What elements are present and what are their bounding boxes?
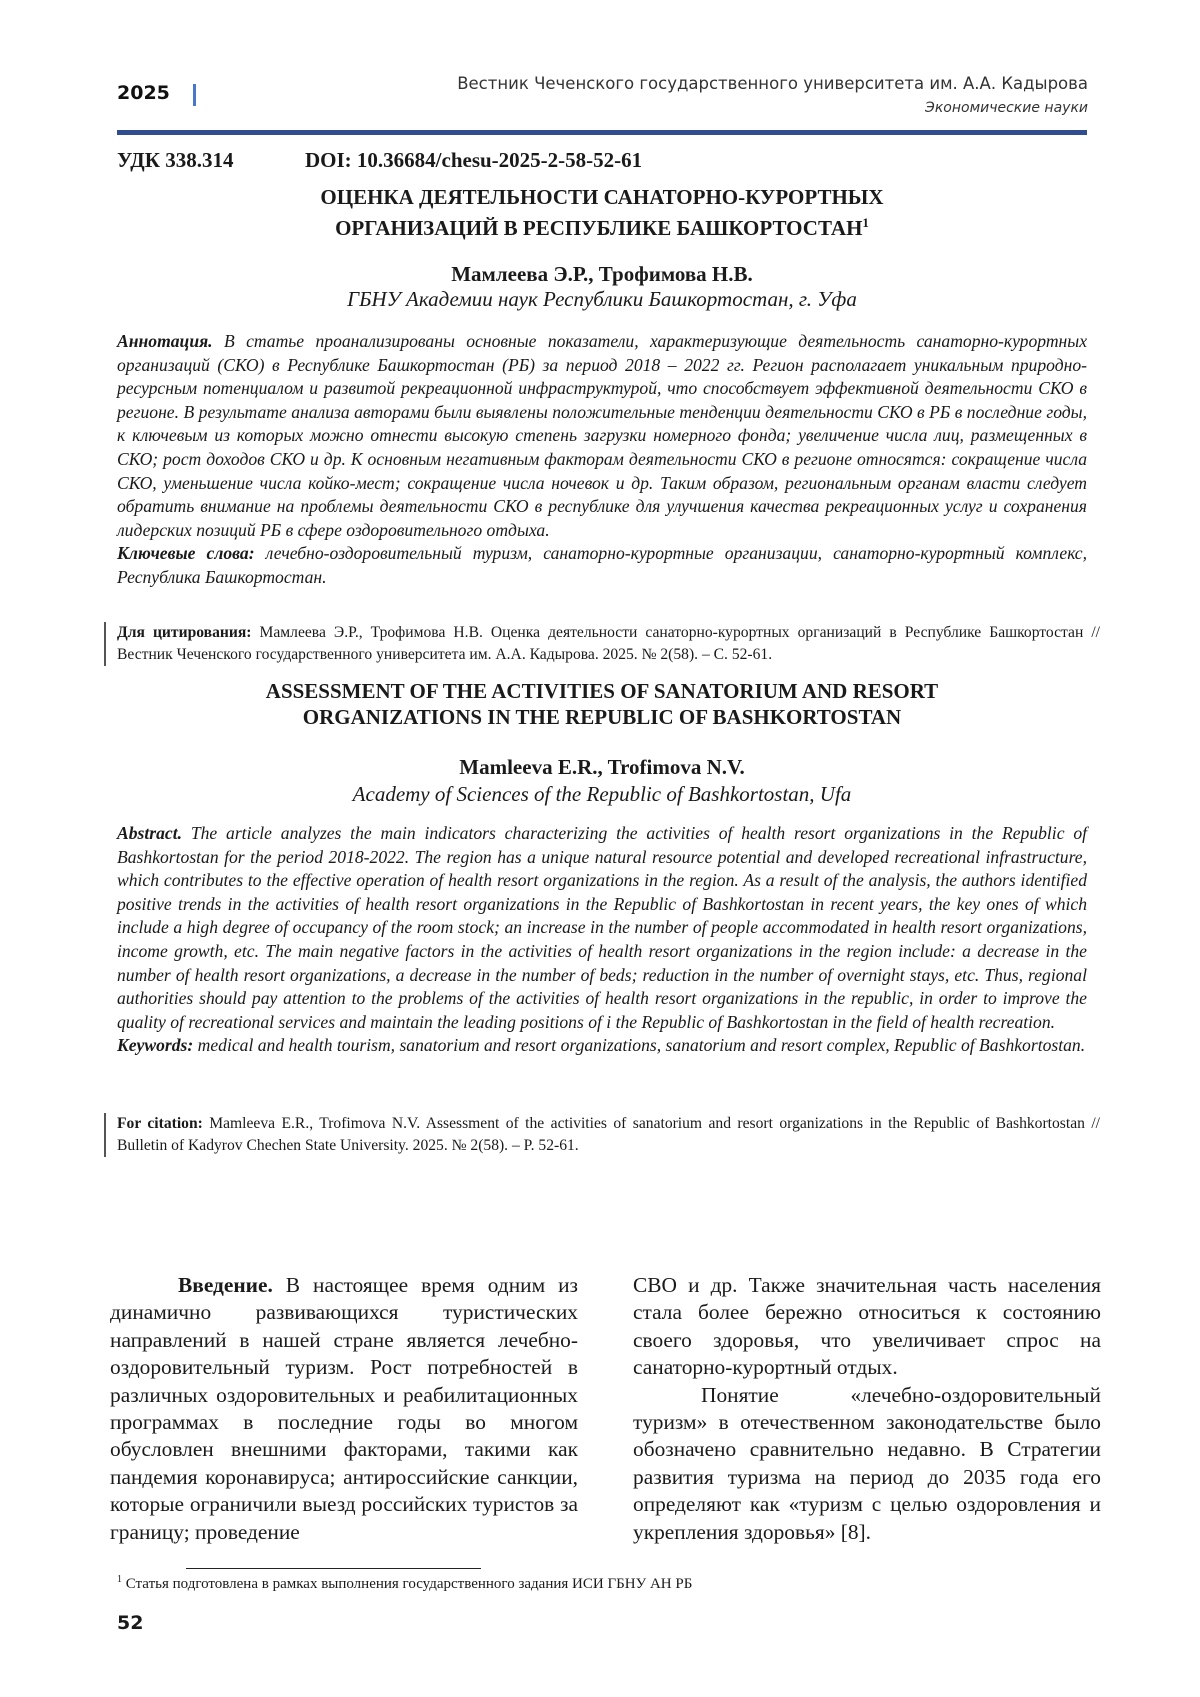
footnote bbox=[117, 1574, 692, 1593]
journal-page bbox=[0, 0, 1200, 1697]
intro-label: Введение. bbox=[178, 1273, 273, 1297]
header-rule bbox=[117, 130, 1087, 135]
en-keywords-text: medical and health tourism, sanatorium and resort organizations, sanatorium and resort complex, Republic of Bashkortostan. bbox=[193, 1035, 1085, 1055]
ru-citation bbox=[104, 622, 1100, 666]
ru-abstract-text: В статье проанализированы основные показатели, характеризующие деятельность санаторно-курортных организаций (СКО) в Республике Башкортостан (РБ) за период 2018 – 2022 гг. Регион располагает уникальным природно-ресурсным потенциалом и развитой рекреационной инфраструктурой, что способствует эффективной деятельности СКО в регионе. В результате анализа авторами были выявлены положительные тенденции деятельности СКО в РБ в последние годы, к ключевым из которых можно отнести высокую степень загрузки номерного фонда; увеличение числа лиц, размещенных в СКО; рост доходов СКО и др. К основным негативным факторам деятельности СКО в регионе относятся: сокращение числа СКО, уменьшение числа койко-мест; сокращение числа ночевок и др. Таким образом, региональным органам власти следует обратить внимание на проблемы деятельности СКО в республике для улучшения качества рекреационных услуг и сохранения лидерских позиций РБ в сфере оздоровительного отдыха. bbox=[117, 331, 1087, 540]
ru-title bbox=[117, 184, 1087, 241]
ru-citation-text: Мамлеева Э.Р., Трофимова Н.В. Оценка деятельности санаторно-курортных организаций в Республике Башкортостан // Вестник Чеченского государственного университета им. А.А. Кадырова. 2025. № 2(58). – С. 52-61. bbox=[117, 624, 1100, 663]
body-column-right bbox=[633, 1272, 1101, 1546]
footnote-rule bbox=[186, 1568, 481, 1569]
ru-title-line1: ОЦЕНКА ДЕЯТЕЛЬНОСТИ САНАТОРНО-КУРОРТНЫХ bbox=[117, 184, 1087, 210]
en-title bbox=[117, 678, 1087, 730]
title-footnote-mark[interactable]: 1 bbox=[862, 215, 869, 230]
footnote-mark: 1 bbox=[117, 1574, 122, 1585]
right-paragraph-2: Понятие «лечебно-оздоровительный туризм» в отечественном законодательстве было обозначено сравнительно недавно. В Стратегии развития туризма на период до 2035 года его определяют как «туризм с целью оздоровления и укрепления здоровья» [8]. bbox=[633, 1382, 1101, 1546]
footnote-text: Статья подготовлена в рамках выполнения государственного задания ИСИ ГБНУ АН РБ bbox=[122, 1576, 692, 1592]
en-abstract bbox=[117, 822, 1087, 1058]
intro-text: В настоящее время одним из динамично развивающихся туристических направлений в нашей стране является лечебно-оздоровительный туризм. Рост потребностей в различных оздоровительных и реабилитационных программах в последние годы во многом обусловлен внешними факторами, такими как пандемия коронавируса; антироссийские санкции, которые ограничили выезд российских туристов за границу; проведение bbox=[110, 1273, 578, 1544]
en-title-line2: ORGANIZATIONS IN THE REPUBLIC OF BASHKORTOSTAN bbox=[117, 704, 1087, 730]
en-abstract-label: Abstract. bbox=[117, 823, 182, 843]
en-authors: Mamleeva E.R., Trofimova N.V. bbox=[117, 755, 1087, 780]
doi-link[interactable]: DOI: 10.36684/chesu-2025-2-58-52-61 bbox=[305, 148, 642, 173]
ru-title-line2 bbox=[117, 210, 1087, 241]
udk-code: УДК 338.314 bbox=[117, 148, 233, 173]
ru-keywords-text: лечебно-оздоровительный туризм, санаторно-курортные организации, санаторно-курортный комплекс, Республика Башкортостан. bbox=[117, 543, 1087, 587]
en-keywords-label: Keywords: bbox=[117, 1035, 193, 1055]
page-number: 52 bbox=[117, 1612, 143, 1634]
en-citation bbox=[104, 1113, 1100, 1157]
ru-affiliation: ГБНУ Академии наук Республики Башкортостан, г. Уфа bbox=[117, 287, 1087, 312]
ru-keywords-label: Ключевые слова: bbox=[117, 543, 255, 563]
intro-paragraph bbox=[110, 1272, 578, 1546]
en-title-line1: ASSESSMENT OF THE ACTIVITIES OF SANATORIUM AND RESORT bbox=[117, 678, 1087, 704]
ru-citation-label: Для цитирования: bbox=[117, 624, 251, 641]
ru-abstract-label: Аннотация. bbox=[117, 331, 213, 351]
ru-authors: Мамлеева Э.Р., Трофимова Н.В. bbox=[117, 262, 1087, 287]
header-year: 2025 bbox=[117, 82, 170, 104]
body-column-left bbox=[110, 1272, 578, 1546]
ru-title-line2-text: ОРГАНИЗАЦИЙ В РЕСПУБЛИКЕ БАШКОРТОСТАН bbox=[335, 216, 862, 240]
header-journal-title: Вестник Чеченского государственного университета им. А.А. Кадырова bbox=[457, 74, 1088, 93]
en-citation-text: Mamleeva E.R., Trofimova N.V. Assessment of the activities of sanatorium and resort organizations in the Republic of Bashkortostan // Bulletin of Kadyrov Chechen State University. 2025. № 2(58). – P. 52-61. bbox=[117, 1115, 1100, 1154]
right-paragraph-1: СВО и др. Также значительная часть населения стала более бережно относиться к состоянию своего здоровья, что увеличивает спрос на санаторно-курортный отдых. bbox=[633, 1272, 1101, 1382]
header-divider bbox=[193, 84, 196, 106]
en-citation-label: For citation: bbox=[117, 1115, 203, 1132]
header-section: Экономические науки bbox=[925, 100, 1088, 116]
en-abstract-text: The article analyzes the main indicators characterizing the activities of health resort organizations in the Republic of Bashkortostan for the period 2018-2022. The region has a unique natural resource potential and developed recreational infrastructure, which contributes to the effective operation of health resort organizations in the region. As a result of the analysis, the authors identified positive trends in the activities of health resort organizations in the Republic of Bashkortostan in recent years, the key ones of which include a high degree of occupancy of the room stock; an increase in the number of people accommodated in health resort organizations, income growth, etc. The main negative factors in the activities of health resort organizations in the region include: a decrease in the number of health resort organizations, a decrease in the number of beds; reduction in the number of overnight stays, etc. Thus, regional authorities should pay attention to the problems of the activities of health resort organizations in the republic, in order to improve the quality of recreational services and maintain the leading positions of i the Republic of Bashkortostan in the field of health recreation. bbox=[117, 823, 1087, 1032]
en-affiliation: Academy of Sciences of the Republic of Bashkortostan, Ufa bbox=[117, 782, 1087, 807]
ru-abstract bbox=[117, 330, 1087, 590]
